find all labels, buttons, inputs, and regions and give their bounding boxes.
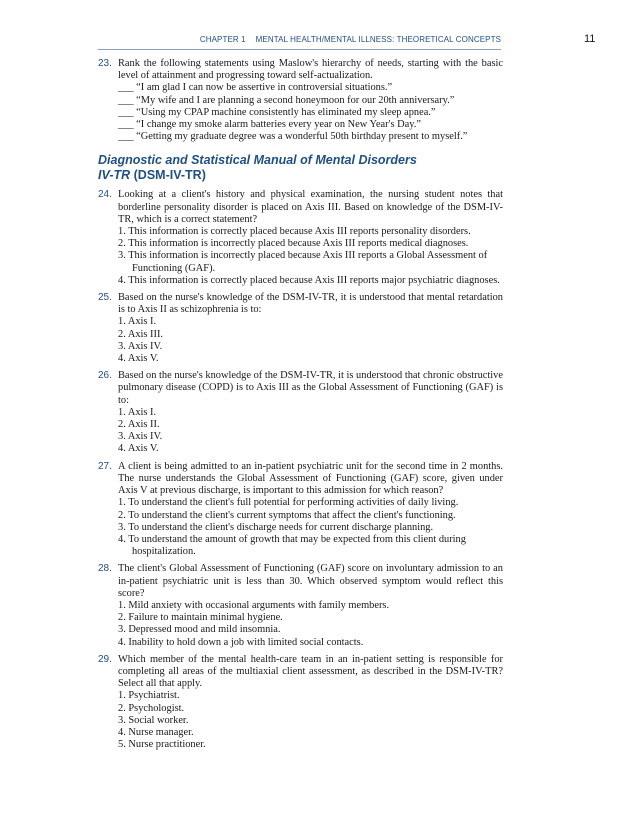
header-chapter: CHAPTER 1 <box>199 35 246 44</box>
question-text: Looking at a client's history and physical examination, the nursing student notes that borderline personality disorder is placed on Axis III. Based on knowledge of the DSM-IV-TR, which is a correct statement? <box>118 189 503 225</box>
question-stem <box>98 370 503 407</box>
section-title-line1: Diagnostic and Statistical Manual of Mental Disorders <box>98 153 417 168</box>
option: 4. Axis V. <box>118 353 159 365</box>
question-number: 23. <box>98 58 112 69</box>
header-rule <box>98 49 501 50</box>
question-24 <box>98 189 503 287</box>
question-stem <box>98 292 503 316</box>
option-list <box>98 316 503 365</box>
option: 1. This information is correctly placed because Axis III reports personality disorders. <box>118 226 471 238</box>
option: 1. Psychiatrist. <box>118 690 180 702</box>
question-number: 29. <box>98 653 112 665</box>
ranking-item: ___ “I am glad I can now be assertive in controversial situations.” <box>118 82 393 94</box>
question-stem <box>98 654 503 691</box>
question-stem <box>98 461 503 498</box>
running-header <box>98 35 501 44</box>
section-title-italic: IV-TR <box>98 168 131 183</box>
section-title <box>98 153 503 183</box>
option: 2. To understand the client's current symptoms that affect the client's functioning. <box>118 509 456 521</box>
question-23 <box>98 58 503 143</box>
question-number: 28. <box>98 563 112 575</box>
question-28 <box>98 563 503 648</box>
option: 4. Nurse manager. <box>118 726 194 738</box>
option: 2. Failure to maintain minimal hygiene. <box>118 612 283 624</box>
question-number: 26. <box>98 370 112 382</box>
question-text: The client's Global Assessment of Functioning (GAF) score on involuntary admission to an in-patient psychiatric unit is less than 30. Which observed symptom would reflect this score? <box>118 563 503 599</box>
ranking-item: ___ “Using my CPAP machine consistently has eliminated my sleep apnea.” <box>118 106 436 118</box>
ranking-item: ___ “Getting my graduate degree was a wonderful 50th birthday present to myself.” <box>118 131 468 143</box>
ranking-list <box>98 82 503 143</box>
option: 2. Psychologist. <box>118 702 185 714</box>
question-23-stem <box>98 58 503 82</box>
option: 2. Axis III. <box>118 328 164 340</box>
option: 5. Nurse practitioner. <box>118 739 206 751</box>
option: 1. Axis I. <box>118 406 157 418</box>
page-content <box>98 58 503 756</box>
option: 4. Inability to hold down a job with limited social contacts. <box>118 636 364 648</box>
option: 4. This information is correctly placed because Axis III reports major psychiatric diagnoses. <box>118 274 500 286</box>
option: 3. Social worker. <box>118 714 189 726</box>
option: 3. Axis IV. <box>118 431 163 443</box>
option: 3. Axis IV. <box>118 340 163 352</box>
option: 4. Axis V. <box>118 443 159 455</box>
question-text: Which member of the mental health-care team in an in-patient setting is responsible for completing all areas of the multiaxial client assessment, as described in the DSM-IV-TR? Select all that apply. <box>118 653 503 690</box>
option: 2. This information is incorrectly placed because Axis III reports medical diagnoses. <box>118 238 469 250</box>
ranking-item: ___ “My wife and I are planning a second honeymoon for our 20th anniversary.” <box>118 94 455 106</box>
option-list <box>98 497 503 558</box>
question-text: Based on the nurse's knowledge of the DSM-IV-TR, it is understood that mental retardation is to Axis II as schizophrenia is to: <box>118 292 503 316</box>
question-27 <box>98 461 503 559</box>
section-title-rest: (DSM-IV-TR) <box>130 168 206 183</box>
header-title: MENTAL HEALTH/MENTAL ILLNESS: THEORETICAL CONCEPTS <box>255 35 501 44</box>
option: 3. This information is incorrectly placed because Axis III reports a Global Assessment of Functioning (GAF). <box>118 250 488 274</box>
question-text: A client is being admitted to an in-patient psychiatric unit for the second time in 2 months. The nurse understands the Global Assessment of Functioning (GAF) score, given under Axis V at previous discharge, is important to this admission for which reason? <box>118 460 503 497</box>
question-text: Rank the following statements using Maslow's hierarchy of needs, starting with the basic level of attainment and progressing toward self-actualization. <box>118 58 503 82</box>
question-stem <box>98 563 503 600</box>
option: 2. Axis II. <box>118 419 160 431</box>
option: 1. To understand the client's full potential for performing activities of daily living. <box>118 497 459 509</box>
question-number: 25. <box>98 292 112 304</box>
option: 3. Depressed mood and mild insomnia. <box>118 624 281 636</box>
option-list <box>98 690 503 751</box>
option: 3. To understand the client's discharge needs for current discharge planning. <box>118 521 434 533</box>
question-number: 27. <box>98 460 112 472</box>
option-list <box>98 226 503 287</box>
page-number: 11 <box>584 33 596 45</box>
option-list <box>98 407 503 456</box>
question-26 <box>98 370 503 455</box>
question-text: Based on the nurse's knowledge of the DSM-IV-TR, it is understood that chronic obstructive pulmonary disease (COPD) is to Axis III as the Global Assessment of Functioning (GAF) is to: <box>118 370 503 406</box>
option: 1. Axis I. <box>118 316 157 328</box>
ranking-item: ___ “I change my smoke alarm batteries every year on New Year's Day.” <box>118 119 421 131</box>
option-list <box>98 600 503 649</box>
option: 1. Mild anxiety with occasional arguments with family members. <box>118 599 390 611</box>
option: 4. To understand the amount of growth that may be expected from this client during hospitalization. <box>118 533 466 558</box>
question-25 <box>98 292 503 365</box>
question-stem <box>98 189 503 226</box>
question-number: 24. <box>98 189 112 201</box>
question-29 <box>98 654 503 752</box>
